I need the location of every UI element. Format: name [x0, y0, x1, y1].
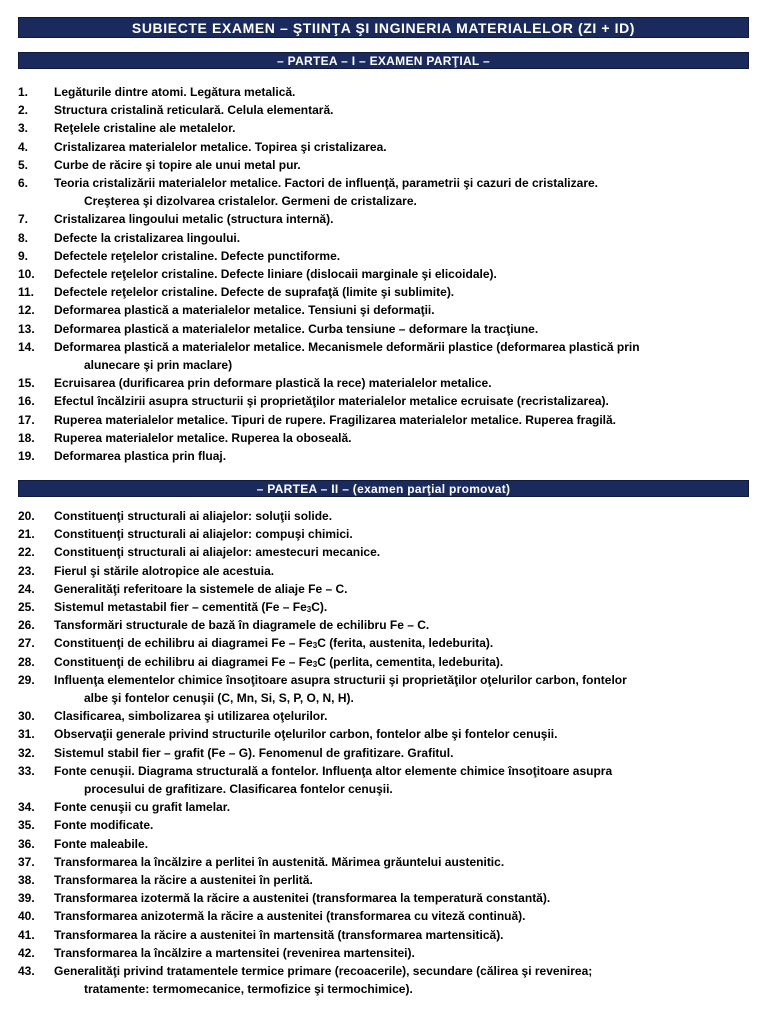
list-item: [18, 762, 758, 798]
list-item: [18, 338, 758, 374]
list-item: [18, 744, 758, 762]
list-item: [18, 392, 758, 410]
list-item: [18, 507, 758, 525]
item-line: Transformarea la răcire a austenitei în perlită.: [54, 873, 313, 888]
item-number: 4.: [18, 139, 29, 154]
list-item: [18, 229, 758, 247]
item-number: 31.: [18, 727, 35, 742]
item-line: Sistemul stabil fier – grafit (Fe – G). Fenomenul de grafitizare. Grafitul.: [54, 745, 454, 760]
list-item: [18, 301, 758, 319]
item-number: 13.: [18, 321, 35, 336]
list-item: [18, 374, 758, 392]
item-number: 24.: [18, 581, 35, 596]
item-number: 8.: [18, 230, 29, 245]
item-text: [54, 835, 758, 853]
subject-list-part2: [18, 507, 758, 998]
list-item: [18, 580, 758, 598]
item-line: Constituenţi structurali ai aliajelor: soluţii solide.: [54, 509, 333, 523]
item-number: 30.: [18, 709, 35, 724]
item-number: 38.: [18, 873, 35, 888]
item-continuation-line: albe şi fontelor cenuşii (C, Mn, Si, S, P, O, N, H).: [84, 691, 354, 706]
list-item: [18, 525, 758, 543]
list-item: [18, 889, 758, 907]
list-item: [18, 543, 758, 561]
item-text: [54, 853, 758, 871]
list-item: [18, 853, 758, 871]
list-item: [18, 907, 758, 925]
item-text: [54, 301, 758, 319]
item-text: [54, 762, 758, 798]
item-text: [54, 543, 758, 561]
list-item: [18, 83, 758, 101]
item-number: 33.: [18, 763, 35, 778]
item-number: 20.: [18, 509, 35, 523]
item-number: 43.: [18, 964, 35, 979]
item-text: [54, 119, 758, 137]
item-continuation-line: alunecare şi prin maclare): [84, 358, 233, 373]
item-line: Defectele reţelelor cristaline. Defecte punctiforme.: [54, 248, 341, 263]
item-text: [54, 707, 758, 725]
item-text: [54, 744, 758, 762]
item-text: [54, 525, 758, 543]
list-item: [18, 265, 758, 283]
item-line: Generalităţi privind tratamentele termice primare (recoacerile), secundare (călirea şi revenirea;: [54, 964, 593, 979]
item-number: 3.: [18, 121, 29, 136]
list-item: [18, 962, 758, 998]
item-number: 15.: [18, 376, 35, 391]
item-line: Structura cristalină reticulară. Celula elementară.: [54, 103, 334, 118]
item-text: [54, 83, 758, 101]
item-number: 27.: [18, 636, 35, 651]
item-text: [54, 598, 758, 616]
list-item: [18, 926, 758, 944]
item-line: Efectul încălzirii asupra structurii şi proprietăţilor materialelor metalice ecruisate (recristalizarea).: [54, 394, 609, 409]
item-text: [54, 447, 758, 465]
item-number: 39.: [18, 891, 35, 906]
item-number: 28.: [18, 654, 35, 669]
item-text: [54, 265, 758, 283]
item-text: [54, 247, 758, 265]
item-text: [54, 283, 758, 301]
item-continuation-line: procesului de grafitizare. Clasificarea fontelor cenuşii.: [84, 782, 393, 797]
item-number: 32.: [18, 745, 35, 760]
list-item: [18, 101, 758, 119]
list-item: [18, 634, 758, 652]
item-line: Ecruisarea (durificarea prin deformare plastică la rece) materialelor metalice.: [54, 376, 492, 391]
item-number: 34.: [18, 800, 35, 815]
item-text: [54, 616, 758, 634]
item-text: [54, 101, 758, 119]
item-line: Cristalizarea lingoului metalic (structura internă).: [54, 212, 334, 227]
item-text: [54, 907, 758, 925]
item-line: Fonte modificate.: [54, 818, 154, 833]
item-number: 36.: [18, 836, 35, 851]
item-text: [54, 653, 758, 671]
item-line: Sistemul metastabil fier – cementită $(Fe - Fe_3C)$.: [54, 600, 328, 615]
item-text: [54, 580, 758, 598]
item-text: [54, 634, 758, 652]
item-line: Deformarea plastică a materialelor metalice. Curba tensiune – deformare la tracţiune.: [54, 321, 539, 336]
list-item: [18, 725, 758, 743]
item-number: 14.: [18, 339, 35, 354]
item-text: [54, 507, 758, 525]
item-number: 1.: [18, 85, 29, 99]
item-text: [54, 671, 758, 707]
item-line: Fonte cenuşii cu grafit lamelar.: [54, 800, 231, 815]
item-number: 29.: [18, 672, 35, 687]
item-text: [54, 229, 758, 247]
item-text: [54, 411, 758, 429]
list-item: [18, 156, 758, 174]
item-text: [54, 725, 758, 743]
list-item: [18, 835, 758, 853]
item-line: Constituenţi de echilibru ai diagramei Fe – $Fe_3C$ (perlita, cementita, ledeburita).: [54, 654, 504, 669]
item-number: 19.: [18, 449, 35, 464]
item-line: Reţelele cristaline ale metalelor.: [54, 121, 236, 136]
item-line: Clasificarea, simbolizarea şi utilizarea oţelurilor.: [54, 709, 328, 724]
item-continuation-line: tratamente: termomecanice, termofizice şi termochimice).: [84, 982, 413, 997]
item-text: [54, 926, 758, 944]
list-item: [18, 616, 758, 634]
item-line: Curbe de răcire şi topire ale unui metal pur.: [54, 157, 301, 172]
list-item: [18, 247, 758, 265]
item-number: 21.: [18, 527, 35, 542]
item-text: [54, 210, 758, 228]
item-text: [54, 392, 758, 410]
page-title: SUBIECTE EXAMEN – ŞTIINŢA ŞI INGINERIA MATERIALELOR (ZI + ID): [18, 17, 749, 38]
item-text: [54, 338, 758, 374]
item-line: Legăturile dintre atomi. Legătura metalică.: [54, 85, 296, 99]
item-text: [54, 174, 758, 210]
item-text: [54, 429, 758, 447]
list-item: [18, 598, 758, 616]
item-text: [54, 562, 758, 580]
item-line: Tansformări structurale de bază în diagramele de echilibru Fe – C.: [54, 618, 430, 633]
item-line: Influenţa elementelor chimice însoţitoare asupra structurii şi proprietăţilor oţelurilor carbon, fontelor: [54, 672, 627, 687]
list-item: [18, 411, 758, 429]
item-line: Transformarea la răcire a austenitei în martensită (transformarea martensitică).: [54, 927, 504, 942]
item-line: Deformarea plastică a materialelor metalice. Tensiuni şi deformaţii.: [54, 303, 435, 318]
item-text: [54, 944, 758, 962]
list-item: [18, 429, 758, 447]
subject-list-part1: [18, 83, 758, 465]
item-continuation-line: Creşterea şi dizolvarea cristalelor. Germeni de cristalizare.: [84, 194, 417, 209]
item-text: [54, 320, 758, 338]
item-text: [54, 816, 758, 834]
list-item: [18, 653, 758, 671]
item-line: Cristalizarea materialelor metalice. Topirea şi cristalizarea.: [54, 139, 387, 154]
item-number: 7.: [18, 212, 29, 227]
list-item: [18, 816, 758, 834]
item-line: Fonte cenuşii. Diagrama structurală a fontelor. Influenţa altor elemente chimice însoţitoare asupra: [54, 763, 613, 778]
item-text: [54, 374, 758, 392]
item-line: Transformarea izotermă la răcire a austenitei (transformarea la temperatură constantă).: [54, 891, 551, 906]
item-line: Constituenţi de echilibru ai diagramei Fe – $Fe_3C$ (ferita, austenita, ledeburita).: [54, 636, 494, 651]
item-line: Teoria cristalizării materialelor metalice. Factori de influenţă, parametrii şi cazuri de cristalizare.: [54, 176, 598, 191]
item-number: 22.: [18, 545, 35, 560]
list-item: [18, 283, 758, 301]
item-line: Observaţii generale privind structurile oţelurilor carbon, fontelor albe şi fontelor cenuşii.: [54, 727, 558, 742]
item-number: 6.: [18, 176, 29, 191]
list-item: [18, 174, 758, 210]
list-item: [18, 320, 758, 338]
item-text: [54, 962, 758, 998]
item-number: 2.: [18, 103, 29, 118]
item-line: Transformarea anizotermă la răcire a austenitei (transformarea cu viteză continuă).: [54, 909, 526, 924]
list-item: [18, 798, 758, 816]
item-number: 26.: [18, 618, 35, 633]
item-line: Defecte la cristalizarea lingoului.: [54, 230, 241, 245]
item-number: 10.: [18, 267, 35, 282]
item-line: Constituenţi structurali ai aliajelor: amestecuri mecanice.: [54, 545, 381, 560]
item-number: 40.: [18, 909, 35, 924]
item-number: 12.: [18, 303, 35, 318]
list-item: [18, 871, 758, 889]
item-number: 18.: [18, 430, 35, 445]
list-item: [18, 138, 758, 156]
item-number: 17.: [18, 412, 35, 427]
item-line: Transformarea la încălzire a perlitei în austenită. Mărimea grăuntelui austenitic.: [54, 854, 505, 869]
list-item: [18, 562, 758, 580]
list-item: [18, 119, 758, 137]
item-line: Generalităţi referitoare la sistemele de aliaje Fe – C.: [54, 581, 348, 596]
item-line: Fonte maleabile.: [54, 836, 149, 851]
item-line: Fierul şi stările alotropice ale acestuia.: [54, 563, 275, 578]
list-item: [18, 447, 758, 465]
item-line: Transformarea la încălzire a martensitei (revenirea martensitei).: [54, 945, 415, 960]
item-line: Deformarea plastică a materialelor metalice. Mecanismele deformării plastice (deformarea plastică prin: [54, 339, 640, 354]
item-text: [54, 889, 758, 907]
item-line: Ruperea materialelor metalice. Ruperea la oboseală.: [54, 430, 352, 445]
list-item: [18, 944, 758, 962]
item-number: 42.: [18, 945, 35, 960]
item-number: 16.: [18, 394, 35, 409]
list-item: [18, 707, 758, 725]
item-text: [54, 138, 758, 156]
item-number: 25.: [18, 600, 35, 615]
item-number: 41.: [18, 927, 35, 942]
item-line: Deformarea plastica prin fluaj.: [54, 449, 227, 464]
item-number: 35.: [18, 818, 35, 833]
section-heading-part2: – PARTEA – II – (examen parţial promovat): [18, 480, 749, 497]
item-line: Ruperea materialelor metalice. Tipuri de rupere. Fragilizarea materialelor metalice. Ruperea fragilă.: [54, 412, 617, 427]
list-item: [18, 671, 758, 707]
item-line: Defectele reţelelor cristaline. Defecte liniare (dislocaii marginale şi elicoidale).: [54, 267, 497, 282]
item-text: [54, 798, 758, 816]
item-number: 5.: [18, 157, 29, 172]
item-line: Constituenţi structurali ai aliajelor: compuşi chimici.: [54, 527, 353, 542]
list-item: [18, 210, 758, 228]
item-number: 9.: [18, 248, 29, 263]
item-number: 23.: [18, 563, 35, 578]
item-number: 37.: [18, 854, 35, 869]
item-number: 11.: [18, 285, 35, 300]
item-text: [54, 156, 758, 174]
item-line: Defectele reţelelor cristaline. Defecte de suprafaţă (limite şi sublimite).: [54, 285, 455, 300]
item-text: [54, 871, 758, 889]
section-heading-part1: – PARTEA – I – EXAMEN PARŢIAL –: [18, 52, 749, 69]
